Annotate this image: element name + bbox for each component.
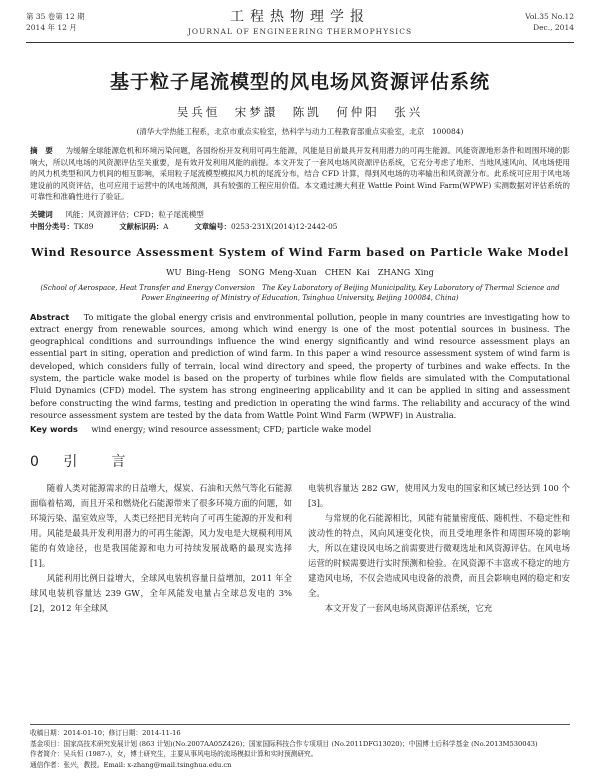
- affiliation-cn: (清华大学热能工程系，北京市重点实验室，热科学与动力工程教育部重点实验室，北京 100084): [136, 127, 464, 136]
- abstract-en: [30, 311, 570, 422]
- journal-name-en: JOURNAL OF ENGINEERING THERMOPHYSICS: [187, 27, 413, 36]
- body-paragraph: 本文开发了一套风电场风资源评估系统，它充: [324, 603, 493, 614]
- journal-name-cn: 工程热物理学报: [230, 9, 370, 25]
- date-cn: 2014 年 12 月: [26, 23, 77, 32]
- classification-row: [30, 222, 570, 232]
- abstract-en-text: To mitigate the global energy crisis and environmental pollution, people in many countries are investigating how to extract energy from renewable sources, among which wind energy is one of the most potential sources in business. The geographical conditions and surroundings influence the wind energy significantly and wind resource assessment plays an essential part in siting, operation and prediction of wind farm. In this paper a wind resource assessment system of wind farm is developed, which considers fully of terrain, local wind directory and speed, the property of turbines and wake effects. In the system, the particle wake model is based on the property of turbines while flow fields are simulated with the Computational Fluid Dynamics (CFD) model. The system has strong engineering applicability and it can be applied in siting and assessment before constructing the wind farms, testing and prediction in operating the wind farms. The reliability and accuracy of the wind resource assessment system are tested by the data from Wattle Point Wind Farm (WPWF) in Australia.: [30, 311, 570, 420]
- body-paragraph: 随着人类对能源需求的日益增大，煤炭、石油和天然气等化石能源面临着枯竭，而且开采和燃烧化石能源带来了很多环境方面的问题，如环境污染、温室效应等，人类已经把目光转向了可再生能源的开发和利用。风能是最具开发利用潜力的可再生能源，风力发电是大规模利用风能的有效途径，也是我国能源和电力可持续发展战略的最现实选择 [1]。: [30, 483, 292, 569]
- volume-issue-en: Vol.35 No.12: [525, 12, 574, 21]
- section-heading: 0 引 言: [30, 454, 136, 471]
- keywords-en: [30, 424, 570, 435]
- body-columns: [30, 481, 570, 616]
- affiliation-en: (School of Aerospace, Heat Transfer and Energy Conversion The Key Laboratory of Beijing Municipality, Key Laboratory of Thermal Science and Power Engineering of Ministry of Education, Tsinghua University, Beijing 100084, China): [40, 283, 560, 302]
- abstract-cn-text: 为缓解全球能源危机和环境污染问题，各国纷纷开发利用可再生能源，风能是目前最具开发利用潜力的可再生能源。风能资源地形条件和周围环境的影响大，所以风电场的风资源评估至关重要，是有效开发利用风能的前提。本文开发了一套风电场风资源评估系统，它充分考虑了地形、当地风速风向、风电场使用的风力机类型和风力机间的相互影响，采用粒子尾流模型模拟风力机的尾流分布，结合 CFD 计算，得到风电场的功率输出和风资源分布。此系统可应用于风电场建设前的风资评估，也可应用于运营中的风电场预测，具有较强的工程应用价值。本文通过澳大利亚 Wattle Point Wind Farm(WPWF) 实测数据对评估系统的可靠性和准确性进行了验证。: [30, 146, 571, 201]
- keywords-cn-label: 关键词: [30, 209, 53, 219]
- article-number: 文章编号：0253-231X(2014)12-2442-05: [194, 221, 338, 231]
- body-paragraph: 风能利用比例日益增大，全球风电装机容量日益增加，2011 年全球风电装机容量达 239 GW，全年风能发电量占全球总发电的 3% [2]，2012 年全球风: [30, 573, 292, 614]
- body-paragraph: 电装机容量达 282 GW，使用风力发电的国家和区域已经达到 100 个 [3]。: [308, 483, 570, 509]
- body-column-left: [30, 481, 292, 616]
- body-paragraph: 与常规的化石能源相比，风能有能量密度低、随机性、不稳定性和波动性的特点，风向风速变化快，而且受地理条件和周围环境的影响大，所以在建设风电场之前需要进行微观选址和风资源评估。在风电场运营的时候需要进行实时预测和检验。在风资源不丰富或不稳定的地方建造风电场，不仅会造成风电设备的浪费，而且会影响电网的稳定和安全。: [308, 513, 570, 599]
- footnote-contact: 通信作者：张兴，教授。Email: x-zhang@mail.tsinghua.edu.cn: [30, 760, 232, 769]
- keywords-cn-text: 风能；风资源评估；CFD；粒子尾流模型: [65, 209, 204, 219]
- header-right: [525, 11, 574, 33]
- class-number: 中图分类号：TK89: [30, 221, 94, 231]
- body-column-right: [308, 481, 570, 616]
- running-header: [26, 8, 574, 43]
- authors-cn: 吴兵恒 宋梦譞 陈凯 何仲阳 张兴: [176, 105, 424, 119]
- footnote-fund: 基金项目：国家高技术研究发展计划 (863 计划)(No.2007AA05Z426)；国家国际科技合作专项项目 (No.2011DFG13020)；中国博士后科学基金 (No.2013M530043): [30, 739, 538, 748]
- date-en: Dec., 2014: [533, 23, 574, 32]
- abstract-en-label: Abstract: [30, 311, 70, 322]
- document-code: 文献标识码：A: [119, 221, 169, 231]
- footnote-author: 作者简介：吴兵恒 (1987-)，女，博士研究生，主要从事风电场的流场模拟计算和实时预测研究。: [30, 750, 318, 758]
- paper-title-cn: 基于粒子尾流模型的风电场风资源评估系统: [109, 71, 490, 93]
- paper-title-en: Wind Resource Assessment System of Wind Farm based on Particle Wake Model: [31, 245, 569, 259]
- footnote: [30, 724, 570, 770]
- footnote-received: 收稿日期：2014-01-10；修订日期：2014-11-16: [30, 729, 181, 737]
- authors-en: WU Bing-Heng SONG Meng-Xuan CHEN Kai ZHANG Xing: [166, 266, 434, 277]
- header-center: [26, 8, 574, 37]
- keywords-en-label: Key words: [30, 424, 78, 435]
- abstract-cn-label: 摘 要: [30, 146, 53, 155]
- keywords-cn: [30, 209, 570, 220]
- abstract-cn: [30, 145, 570, 203]
- keywords-en-text: wind energy; wind resource assessment; CFD; particle wake model: [91, 424, 372, 435]
- volume-issue-cn: 第 35 卷第 12 期: [26, 12, 85, 21]
